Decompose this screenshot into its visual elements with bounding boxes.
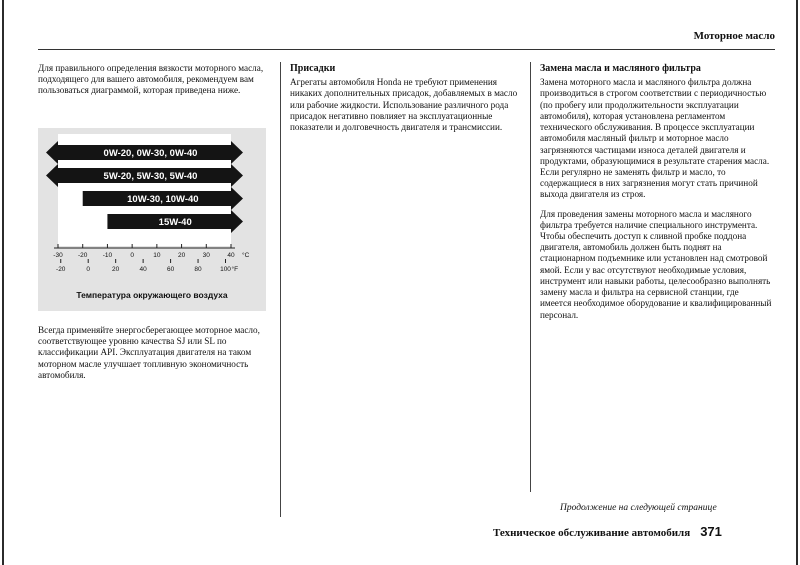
header-rule (38, 49, 775, 50)
viscosity-chart-svg (38, 128, 266, 288)
page-header (38, 26, 775, 46)
additives-text: Агрегаты автомобиля Honda не требуют применения никаких дополнительных присадок, добавляемых в масло или рабочие жидкости. Использование различного рода присадок негативно повлияет на эксплуатационные показатели и долговечность двигателя и трансмиссии. (290, 77, 518, 133)
oil-change-text-2: Для проведения замены моторного масла и масляного фильтра требуется наличие специального инструмента. Чтобы обеспечить доступ к сливной пробке поддона двигателя, автомобиль должен быть поднят на стационарном подъемнике или установлен над смотровой ямой. Если у вас отсутствуют необходимые условия, инструмент или навыки работы, целесообразно выполнять замену масла и фильтра на сервисной станции, где имеется необходимое оборудование и квалифицированный персонал. (540, 208, 772, 320)
footer-section-title: Техническое обслуживание автомобиля (493, 527, 691, 539)
fahrenheit-tick-label: 80 (194, 266, 202, 273)
page-header-title: Моторное масло (693, 30, 775, 42)
column-divider-2 (530, 62, 531, 492)
viscosity-bar-label: 15W-40 (158, 217, 192, 228)
page-footer (493, 524, 722, 539)
celsius-tick-label: 0 (130, 252, 134, 259)
celsius-tick-label: 20 (177, 252, 186, 259)
celsius-unit-label: °C (242, 252, 250, 259)
celsius-tick-label: 30 (202, 252, 210, 259)
fahrenheit-tick-label: 0 (86, 266, 91, 273)
fahrenheit-tick-label: 100 (220, 266, 231, 273)
celsius-tick-label: -30 (53, 252, 63, 259)
viscosity-intro-text: Для правильного определения вязкости моторного масла, подходящего для вашего автомобиля, рекомендуем вам пользоваться диаграммой, которая приведена ниже. (38, 63, 264, 96)
viscosity-bar-label: 0W-20, 0W-30, 0W-40 (103, 148, 198, 159)
celsius-tick-label: 40 (227, 252, 235, 259)
additives-heading: Присадки (290, 63, 336, 74)
energy-saving-oil-text: Всегда применяйте энергосберегающее моторное масло, соответствующее уровню качества SJ или SL по классификации API. Эксплуатация двигателя на таком моторном масле улучшает топливную экономичность автомобиля. (38, 325, 260, 380)
oil-change-text-1: Замена моторного масла и масляного фильтра должна производиться в строгом соответствии с периодичностью (по пробегу или продолжительности эксплуатации автомобиля), которая установлена регламентом технического обслуживания. В процессе эксплуатации автомобиля масляный фильтр и моторное масло загрязняются частицами износа деталей двигателя и продуктами, образующимися в результате старения масла. Если регулярно не заменять фильтр и масло, то содержащиеся в них загрязнения могут стать причиной выхода двигателя из строя. (540, 77, 770, 200)
fahrenheit-tick-label: -20 (56, 266, 66, 273)
fahrenheit-tick-label: 40 (139, 266, 147, 273)
oil-change-heading: Замена масла и масляного фильтра (540, 63, 701, 74)
fahrenheit-tick-label: 20 (112, 266, 120, 273)
page-edge-right (796, 0, 798, 565)
column-right (540, 63, 772, 321)
celsius-tick-label: -10 (102, 252, 113, 259)
column-middle (290, 63, 518, 133)
chart-xlabel: Температура окружающего воздуха (76, 290, 228, 300)
viscosity-bar-label: 5W-20, 5W-30, 5W-40 (103, 171, 198, 182)
celsius-tick-label: -20 (78, 252, 88, 259)
viscosity-bar-label: 10W-30, 10W-40 (127, 194, 199, 205)
fahrenheit-unit-label: °F (231, 266, 239, 273)
viscosity-chart (38, 128, 266, 311)
continued-note: Продолжение на следующей странице (560, 503, 717, 513)
fahrenheit-tick-label: 60 (166, 266, 175, 273)
page-edge-left (2, 0, 4, 565)
page-number: 371 (700, 524, 722, 539)
celsius-tick-label: 10 (153, 252, 161, 259)
column-divider-1 (280, 62, 281, 517)
